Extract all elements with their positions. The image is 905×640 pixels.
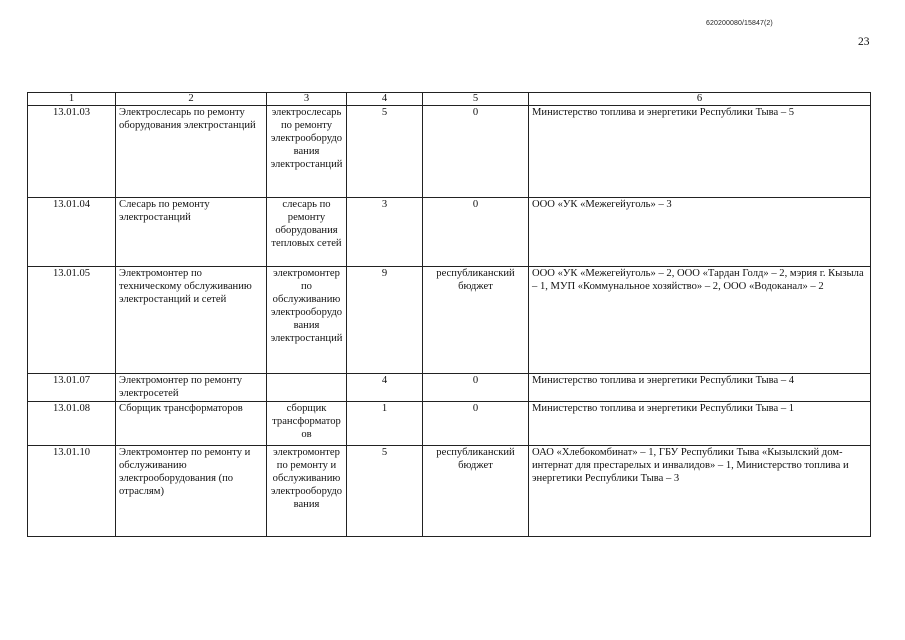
funding-cell: республиканский бюджет [423,267,529,374]
code-cell: 13.01.04 [28,198,116,267]
table-row [28,446,871,537]
funding-cell: 0 [423,106,529,198]
count-cell: 1 [347,402,423,446]
count-cell: 3 [347,198,423,267]
table-header-row [28,93,871,106]
column-header: 4 [347,93,423,106]
funding-cell: республиканский бюджет [423,446,529,537]
organizations-cell: ООО «УК «Межегейуголь» – 3 [529,198,871,267]
funding-cell: 0 [423,198,529,267]
column-header: 3 [267,93,347,106]
document-code: 620200080/15847(2) [706,20,773,27]
profession-cell: электрослесарь по ремонту электрооборудования электростанций [267,106,347,198]
funding-cell: 0 [423,402,529,446]
column-header: 1 [28,93,116,106]
profession-cell: сборщик трансформаторов [267,402,347,446]
program-name-cell: Сборщик трансформаторов [116,402,267,446]
code-cell: 13.01.05 [28,267,116,374]
training-table [27,92,871,537]
organizations-cell: Министерство топлива и энергетики Республики Тыва – 1 [529,402,871,446]
count-cell: 5 [347,446,423,537]
program-name-cell: Электрослесарь по ремонту оборудования электростанций [116,106,267,198]
table-row [28,402,871,446]
count-cell: 4 [347,374,423,402]
code-cell: 13.01.03 [28,106,116,198]
code-cell: 13.01.07 [28,374,116,402]
page-number: 23 [858,36,870,48]
table-row [28,198,871,267]
program-name-cell: Электромонтер по техническому обслуживанию электростанций и сетей [116,267,267,374]
code-cell: 13.01.10 [28,446,116,537]
profession-cell [267,374,347,402]
profession-cell: электромонтер по ремонту и обслуживанию электрооборудования [267,446,347,537]
program-name-cell: Слесарь по ремонту электростанций [116,198,267,267]
organizations-cell: Министерство топлива и энергетики Республики Тыва – 5 [529,106,871,198]
column-header: 6 [529,93,871,106]
program-name-cell: Электромонтер по ремонту электросетей [116,374,267,402]
column-header: 5 [423,93,529,106]
code-cell: 13.01.08 [28,402,116,446]
profession-cell: слесарь по ремонту оборудования тепловых сетей [267,198,347,267]
organizations-cell: ОАО «Хлебокомбинат» – 1, ГБУ Республики Тыва «Кызылский дом-интернат для престарелых и инвалидов» – 1, Министерство топлива и энергетики Республики Тыва – 3 [529,446,871,537]
program-name-cell: Электромонтер по ремонту и обслуживанию электрооборудования (по отраслям) [116,446,267,537]
organizations-cell: ООО «УК «Межегейуголь» – 2, ООО «Тардан Голд» – 2, мэрия г. Кызыла – 1, МУП «Коммунальное хозяйство» – 2, ООО «Водоканал» – 2 [529,267,871,374]
table-row [28,267,871,374]
organizations-cell: Министерство топлива и энергетики Республики Тыва – 4 [529,374,871,402]
column-header: 2 [116,93,267,106]
count-cell: 5 [347,106,423,198]
table-row [28,106,871,198]
profession-cell: электромонтер по обслуживанию электрооборудования электростанций [267,267,347,374]
count-cell: 9 [347,267,423,374]
funding-cell: 0 [423,374,529,402]
table-row [28,374,871,402]
